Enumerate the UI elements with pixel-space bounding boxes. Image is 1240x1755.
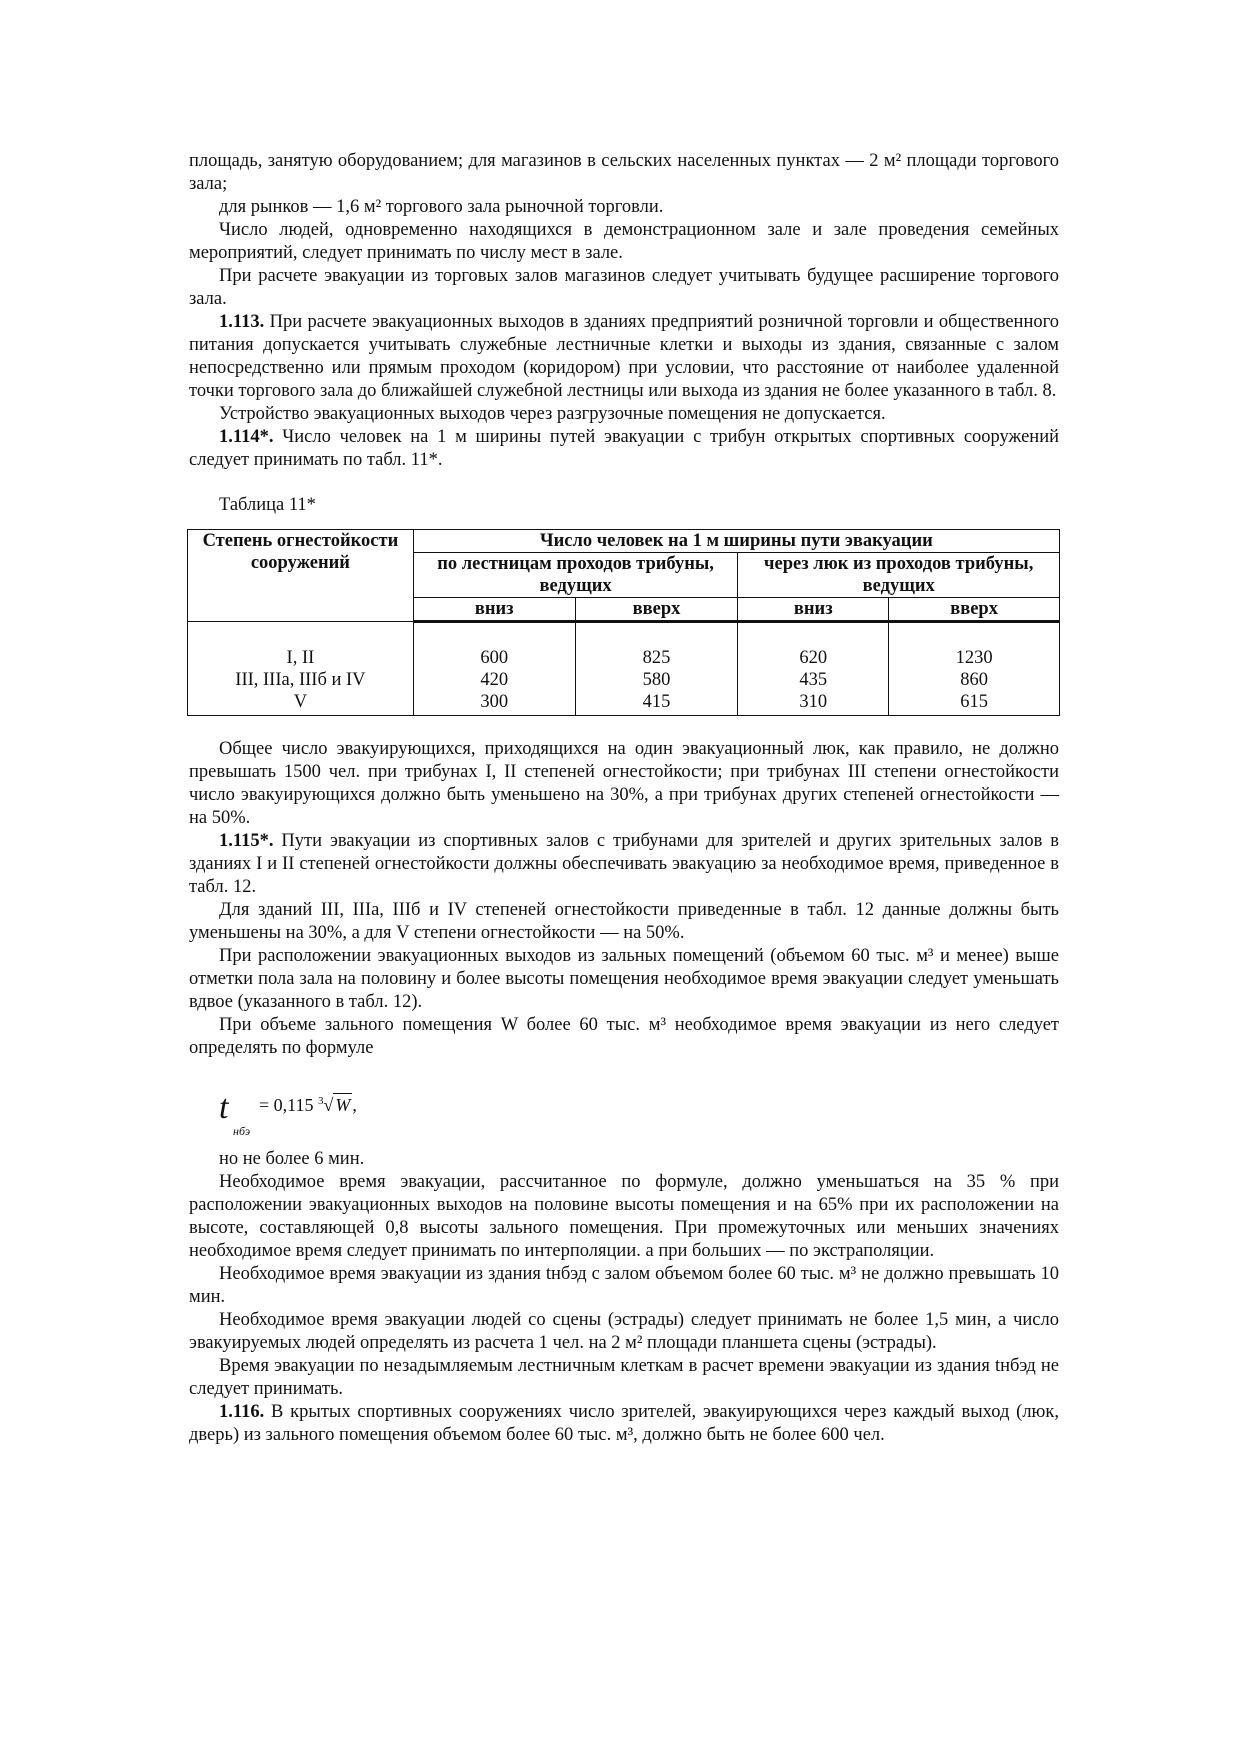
document-page: [189, 150, 1059, 1447]
header-down: вниз: [413, 598, 575, 622]
clause-1-113: [189, 311, 1059, 403]
table-cell: 620 435 310: [738, 622, 889, 716]
header-people-per-meter: Число человек на 1 м ширины пути эвакуации: [413, 530, 1059, 553]
clause-1-114: [189, 426, 1059, 472]
formula-t: t: [219, 1089, 229, 1126]
header-up: вверх: [889, 598, 1060, 622]
table-cell: I, II III, IIIа, IIIб и IV V: [188, 622, 414, 716]
formula-tail: ,: [352, 1095, 357, 1115]
formula-root-index: 3: [317, 1095, 324, 1107]
header-down: вниз: [738, 598, 889, 622]
header-up: вверх: [575, 598, 738, 622]
paragraph: При расположении эвакуационных выходов из зальных помещений (объемом 60 тыс. м³ и менее) выше отметки пола зала на половину и более высоты помещения необходимое время эвакуации следует уменьшать вдвое (указанного в табл. 12).: [189, 946, 1059, 1012]
paragraph: Время эвакуации по незадымляемым лестничным клеткам в расчет времени эвакуации из здания tнбэд не следует принимать.: [189, 1356, 1059, 1399]
clause-number: 1.116.: [219, 1402, 265, 1422]
paragraph: Необходимое время эвакуации, рассчитанное по формуле, должно уменьшаться на 35 % при расположении эвакуационных выходов на половине высоты помещения и на 65% при их расположении на высоте, составляющей 0,8 высоты зального помещения. При промежуточных или меньших значениях необходимое время следует принимать по интерполяции. а при больших — по экстраполяции.: [189, 1172, 1059, 1261]
paragraph: Для зданий III, IIIа, IIIб и IV степеней огнестойкости приведенные в табл. 12 данные должны быть уменьшены на 30%, а для V степени огнестойкости — на 50%.: [189, 900, 1059, 943]
formula: [219, 1084, 1059, 1138]
clause-text: В крытых спортивных сооружениях число зрителей, эвакуирующихся через каждый выход (люк, дверь) из зального помещения объемом более 60 тыс. м³, должно быть не более 600 чел.: [189, 1402, 1059, 1445]
clause-text: При расчете эвакуационных выходов в зданиях предприятий розничной торговли и общественного питания допускается учитывать служебные лестничные клетки и выходы из здания, связанные с залом непосредственно или прямым проходом (коридором) при условии, что расстояние от наиболее удаленной точки торгового зала до ближайшей служебной лестницы или выхода из здания не более указанного в табл. 8.: [189, 312, 1059, 401]
paragraph: Необходимое время эвакуации людей со сцены (эстрады) следует принимать не более 1,5 мин, а число эвакуируемых людей определять из расчета 1 чел. на 2 м² площади планшета сцены (эстрады).: [189, 1310, 1059, 1353]
paragraph: но не более 6 мин.: [219, 1149, 365, 1169]
clause-number: 1.115*.: [219, 831, 274, 851]
paragraph: площадь, занятую оборудованием; для магазинов в сельских населенных пунктах — 2 м² площади торгового зала;: [189, 151, 1059, 194]
radical-sign: √: [323, 1095, 334, 1115]
clause-1-116: [189, 1401, 1059, 1447]
clause-number: 1.113.: [219, 312, 265, 332]
table-11: [187, 529, 1060, 716]
header-hatch-group: через люк из проходов трибуны, ведущих: [738, 553, 1060, 598]
paragraph: для рынков — 1,6 м² торгового зала рыночной торговли.: [219, 197, 664, 217]
clause-number: 1.114*.: [219, 427, 274, 447]
formula-radicand: W: [335, 1095, 351, 1115]
table-cell: 825 580 415: [575, 622, 738, 716]
paragraph: Число людей, одновременно находящихся в демонстрационном зале и зале проведения семейных мероприятий, следует принимать по числу мест в зале.: [189, 220, 1059, 263]
clause-text: Число человек на 1 м ширины путей эвакуации с трибун открытых спортивных сооружений следует принимать по табл. 11*.: [189, 427, 1059, 470]
table-cell: 1230 860 615: [889, 622, 1060, 716]
paragraph: Общее число эвакуирующихся, приходящихся на один эвакуационный люк, как правило, не должно превышать 1500 чел. при трибунах I, II степеней огнестойкости; при трибунах III степени огнестойкости число эвакуирующихся должно быть уменьшено на 30%, а при трибунах других степеней огнестойкости — на 50%.: [189, 739, 1059, 828]
formula-body: [259, 1090, 357, 1117]
clause-text: Пути эвакуации из спортивных залов с трибунами для зрителей и других зрительных залов в зданиях I и II степеней огнестойкости должны обеспечивать эвакуацию за необходимое время, приведенное в табл. 12.: [189, 831, 1059, 897]
clause-1-115: [189, 830, 1059, 899]
paragraph: При расчете эвакуации из торговых залов магазинов следует учитывать будущее расширение торгового зала.: [189, 266, 1059, 309]
paragraph: Необходимое время эвакуации из здания tнбэд с залом объемом более 60 тыс. м³ не должно превышать 10 мин.: [189, 1264, 1059, 1307]
table-cell: 600 420 300: [413, 622, 575, 716]
formula-eq: = 0,115: [259, 1095, 314, 1115]
header-fire-resistance: Степень огнестойкости сооружений: [188, 530, 414, 622]
header-stairs-group: по лестницам проходов трибуны, ведущих: [413, 553, 738, 598]
paragraph: При объеме зального помещения W более 60 тыс. м³ необходимое время эвакуации из него следует определять по формуле: [189, 1015, 1059, 1058]
paragraph: Устройство эвакуационных выходов через разгрузочные помещения не допускается.: [219, 404, 886, 424]
table-caption: Таблица 11*: [219, 495, 316, 515]
formula-subscript: нбэ: [233, 1124, 251, 1138]
